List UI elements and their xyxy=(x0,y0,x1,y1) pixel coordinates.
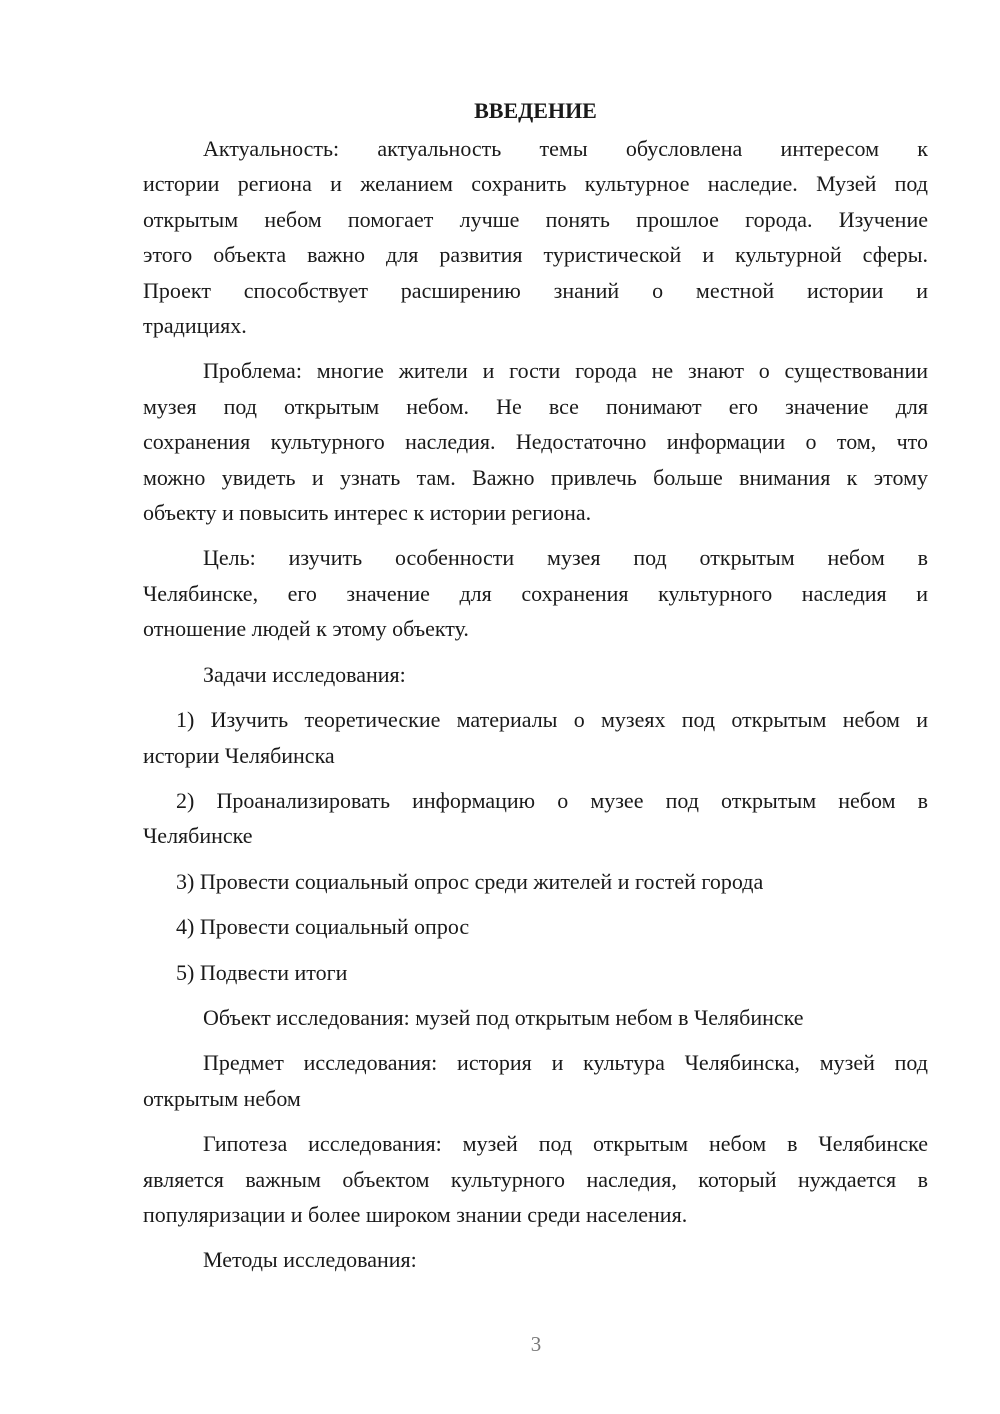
text-line: сохранения культурного наследия. Недостаточно информации о том, что xyxy=(143,429,928,455)
text-line: 5) Подвести итоги xyxy=(176,959,348,985)
relevance-paragraph xyxy=(143,131,928,343)
methods-title xyxy=(143,1242,928,1277)
text-line: открытым небом xyxy=(143,1085,301,1111)
task-item xyxy=(143,783,928,854)
text-line: популяризации и более широком знании среди населения. xyxy=(143,1201,688,1227)
text-line: истории Челябинска xyxy=(143,742,335,768)
text-line: Челябинске, его значение для сохранения культурного наследия и xyxy=(143,580,928,606)
task-item xyxy=(143,909,928,944)
text-line: Гипотеза исследования: музей под открытым небом в Челябинске xyxy=(203,1131,928,1157)
text-line: 2) Проанализировать информацию о музее под открытым небом в xyxy=(176,787,928,813)
tasks-title xyxy=(143,657,928,692)
text-line: Методы исследования: xyxy=(203,1247,417,1273)
object-paragraph xyxy=(143,1000,928,1035)
hypothesis-paragraph xyxy=(143,1126,928,1232)
problem-paragraph xyxy=(143,353,928,530)
page-number: 3 xyxy=(530,1332,542,1356)
text-line: Актуальность: актуальность темы обусловлена интересом к xyxy=(203,136,928,161)
document-page xyxy=(143,92,928,1288)
text-line: является важным объектом культурного наследия, который нуждается в xyxy=(143,1166,928,1192)
text-line: Предмет исследования: история и культура Челябинска, музей под xyxy=(203,1050,928,1076)
text-line: музея под открытым небом. Не все понимают его значение для xyxy=(143,393,928,419)
text-line: традициях. xyxy=(143,313,247,339)
text-line: этого объекта важно для развития туристической и культурной сферы. xyxy=(143,242,928,268)
text-line: Челябинске xyxy=(143,823,253,849)
text-line: Проблема: многие жители и гости города не знают о существовании xyxy=(203,358,928,384)
text-line: 1) Изучить теоретические материалы о музеях под открытым небом и xyxy=(176,707,928,733)
task-item xyxy=(143,864,928,899)
text-line: отношение людей к этому объекту. xyxy=(143,616,469,642)
section-heading: ВВЕДЕНИЕ xyxy=(474,98,597,123)
goal-paragraph xyxy=(143,540,928,646)
text-line: 4) Провести социальный опрос xyxy=(176,914,470,940)
text-line: открытым небом помогает лучше понять прошлое города. Изучение xyxy=(143,206,928,232)
text-line: можно увидеть и узнать там. Важно привлечь больше внимания к этому xyxy=(143,464,928,490)
text-line: Объект исследования: музей под открытым небом в Челябинске xyxy=(203,1004,804,1030)
task-item xyxy=(143,702,928,773)
text-line: 3) Провести социальный опрос среди жителей и гостей города xyxy=(176,868,764,894)
text-line: истории региона и желанием сохранить культурное наследие. Музей под xyxy=(143,171,928,197)
task-item xyxy=(143,955,928,990)
subject-paragraph xyxy=(143,1045,928,1116)
text-line: объекту и повысить интерес к истории региона. xyxy=(143,500,592,526)
text-line: Задачи исследования: xyxy=(203,661,406,687)
text-line: Цель: изучить особенности музея под открытым небом в xyxy=(203,545,928,571)
text-line: Проект способствует расширению знаний о местной истории и xyxy=(143,277,928,303)
